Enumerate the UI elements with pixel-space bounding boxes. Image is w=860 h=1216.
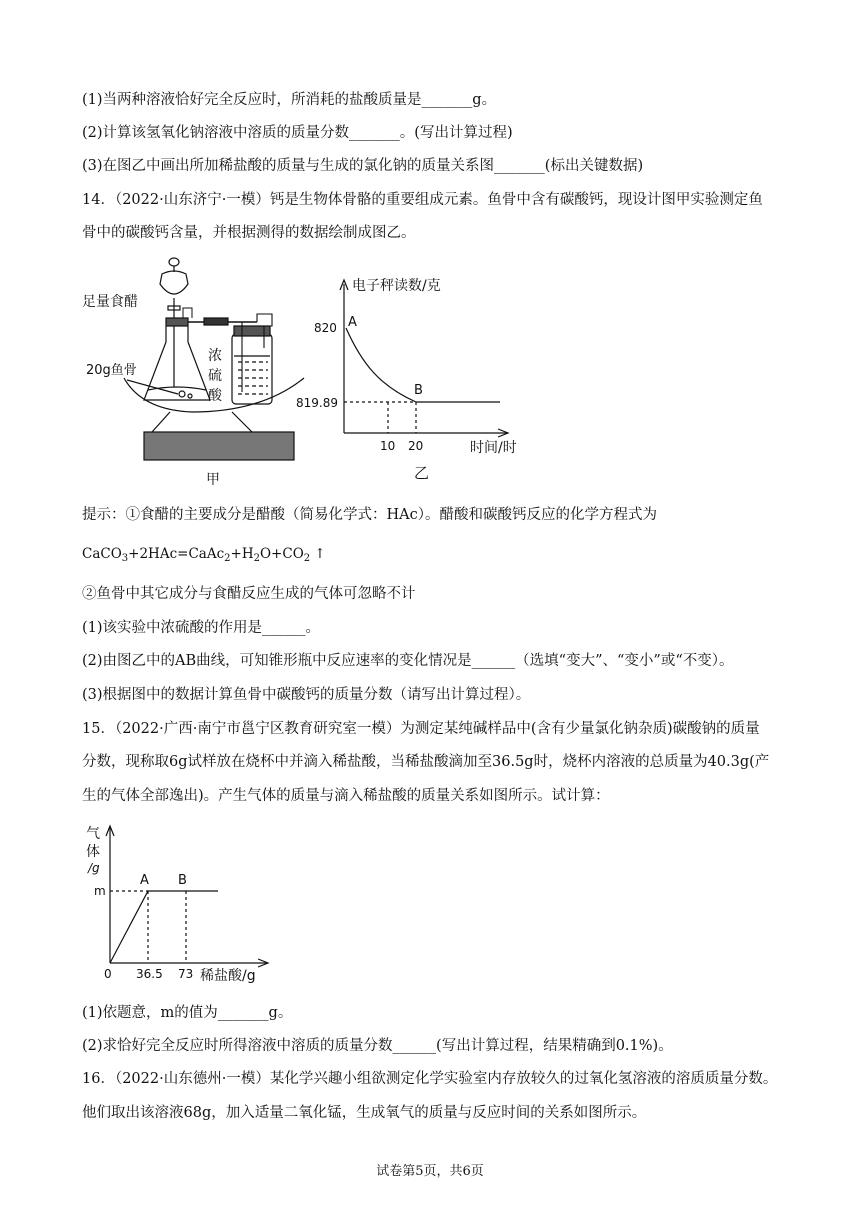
apparatus-figure <box>82 252 317 488</box>
q14-stem-line1: 14．（2022·山东济宁·一模）钙是生物体骨骼的重要组成元素。鱼骨中含有碳酸钙，现设计图甲实验测定鱼 <box>82 192 763 208</box>
yi-y-label: 电子秤读数/克 <box>352 278 441 294</box>
acid-label-2: 硫 <box>208 368 222 384</box>
figure-caption-yi: 乙 <box>414 464 430 482</box>
gas-point-b: B <box>178 873 187 888</box>
gas-y-label-2: 体 <box>86 844 100 860</box>
chart-gas <box>82 818 282 988</box>
gas-x-tick-365: 36.5 <box>136 967 163 981</box>
vinegar-label: 足量食醋 <box>82 294 138 310</box>
yi-curve-ab <box>346 328 500 402</box>
yi-x-tick-20: 20 <box>408 439 424 453</box>
gas-x-label: 稀盐酸/g <box>200 968 256 984</box>
q15-stem-line1: 15．（2022·广西·南宁市邕宁区教育研究室一模）为测定某纯碱样品中(含有少量氯化钠杂质)碳酸钠的质量 <box>82 721 760 737</box>
gas-point-a: A <box>140 873 149 888</box>
gas-line <box>110 891 218 963</box>
gas-origin: 0 <box>104 967 112 981</box>
acid-label-3: 酸 <box>208 388 222 404</box>
q15-part1: (1)依题意，m的值为_______g。 <box>82 1005 293 1021</box>
q13-part2: (2)计算该氢氧化钠溶液中溶质的质量分数_______。(写出计算过程) <box>82 125 513 141</box>
q13-part1: (1)当两种溶液恰好完全反应时，所消耗的盐酸质量是_______g。 <box>82 92 497 108</box>
q15-stem-line2: 分数，现称取6g试样放在烧杯中并滴入稀盐酸，当稀盐酸滴加至36.5g时，烧杯内溶液的总质量为40.3g(产 <box>82 754 770 770</box>
yi-point-a: A <box>348 315 357 330</box>
acid-label-1: 浓 <box>208 348 222 364</box>
hint-line1: 提示：①食醋的主要成分是醋酸（简易化学式：HAc）。醋酸和碳酸钙反应的化学方程式为 <box>82 507 657 523</box>
yi-y-tick-820: 820 <box>314 321 337 335</box>
gas-y-tick-m: m <box>94 884 106 898</box>
q16-stem-line1: 16．（2022·山东德州·一模）某化学兴趣小组欲测定化学实验室内存放较久的过氧化氢溶液的溶质质量分数。 <box>82 1071 778 1087</box>
q14-part1: (1)该实验中浓硫酸的作用是______。 <box>82 620 321 636</box>
gas-x-tick-73: 73 <box>178 967 194 981</box>
chart-yi <box>290 268 530 488</box>
figure-caption-jia: 甲 <box>206 472 220 488</box>
q14-part2: (2)由图乙中的AB曲线，可知锥形瓶中反应速率的变化情况是______（选填“变大”、“变小”或“不变）。 <box>82 653 734 669</box>
q16-stem-line2: 他们取出该溶液68g，加入适量二氧化锰，生成氧气的质量与反应时间的关系如图所示。 <box>82 1105 647 1121</box>
yi-x-label: 时间/时 <box>470 440 517 456</box>
yi-x-tick-10: 10 <box>380 439 396 453</box>
fish-bone-label: 20g鱼骨 <box>86 363 137 378</box>
q14-stem-line2: 骨中的碳酸钙含量，并根据测得的数据绘制成图乙。 <box>82 225 416 241</box>
gas-y-label-3: /g <box>88 861 100 875</box>
reaction-equation: $CaCO_3+2HAc=CaAc_2+H_2O+CO_2$ ↑ <box>82 546 326 564</box>
yi-y-tick-81989: 819.89 <box>296 396 338 410</box>
hint-line2: ②鱼骨中其它成分与食醋反应生成的气体可忽略不计 <box>82 586 416 602</box>
yi-point-b: B <box>414 383 423 398</box>
page-footer: 试卷第5页，共6页 <box>376 1164 484 1179</box>
q14-part3: (3)根据图中的数据计算鱼骨中碳酸钙的质量分数（请写出计算过程）。 <box>82 687 531 703</box>
q13-part3: (3)在图乙中画出所加稀盐酸的质量与生成的氯化钠的质量关系图_______(标出关键数据) <box>82 158 644 174</box>
q15-part2: (2)求恰好完全反应时所得溶液中溶质的质量分数______(写出计算过程，结果精确到0.1%)。 <box>82 1038 673 1054</box>
q15-stem-line3: 生的气体全部逸出)。产生气体的质量与滴入稀盐酸的质量关系如图所示。试计算： <box>82 788 610 804</box>
gas-y-label-1: 气 <box>86 826 100 842</box>
